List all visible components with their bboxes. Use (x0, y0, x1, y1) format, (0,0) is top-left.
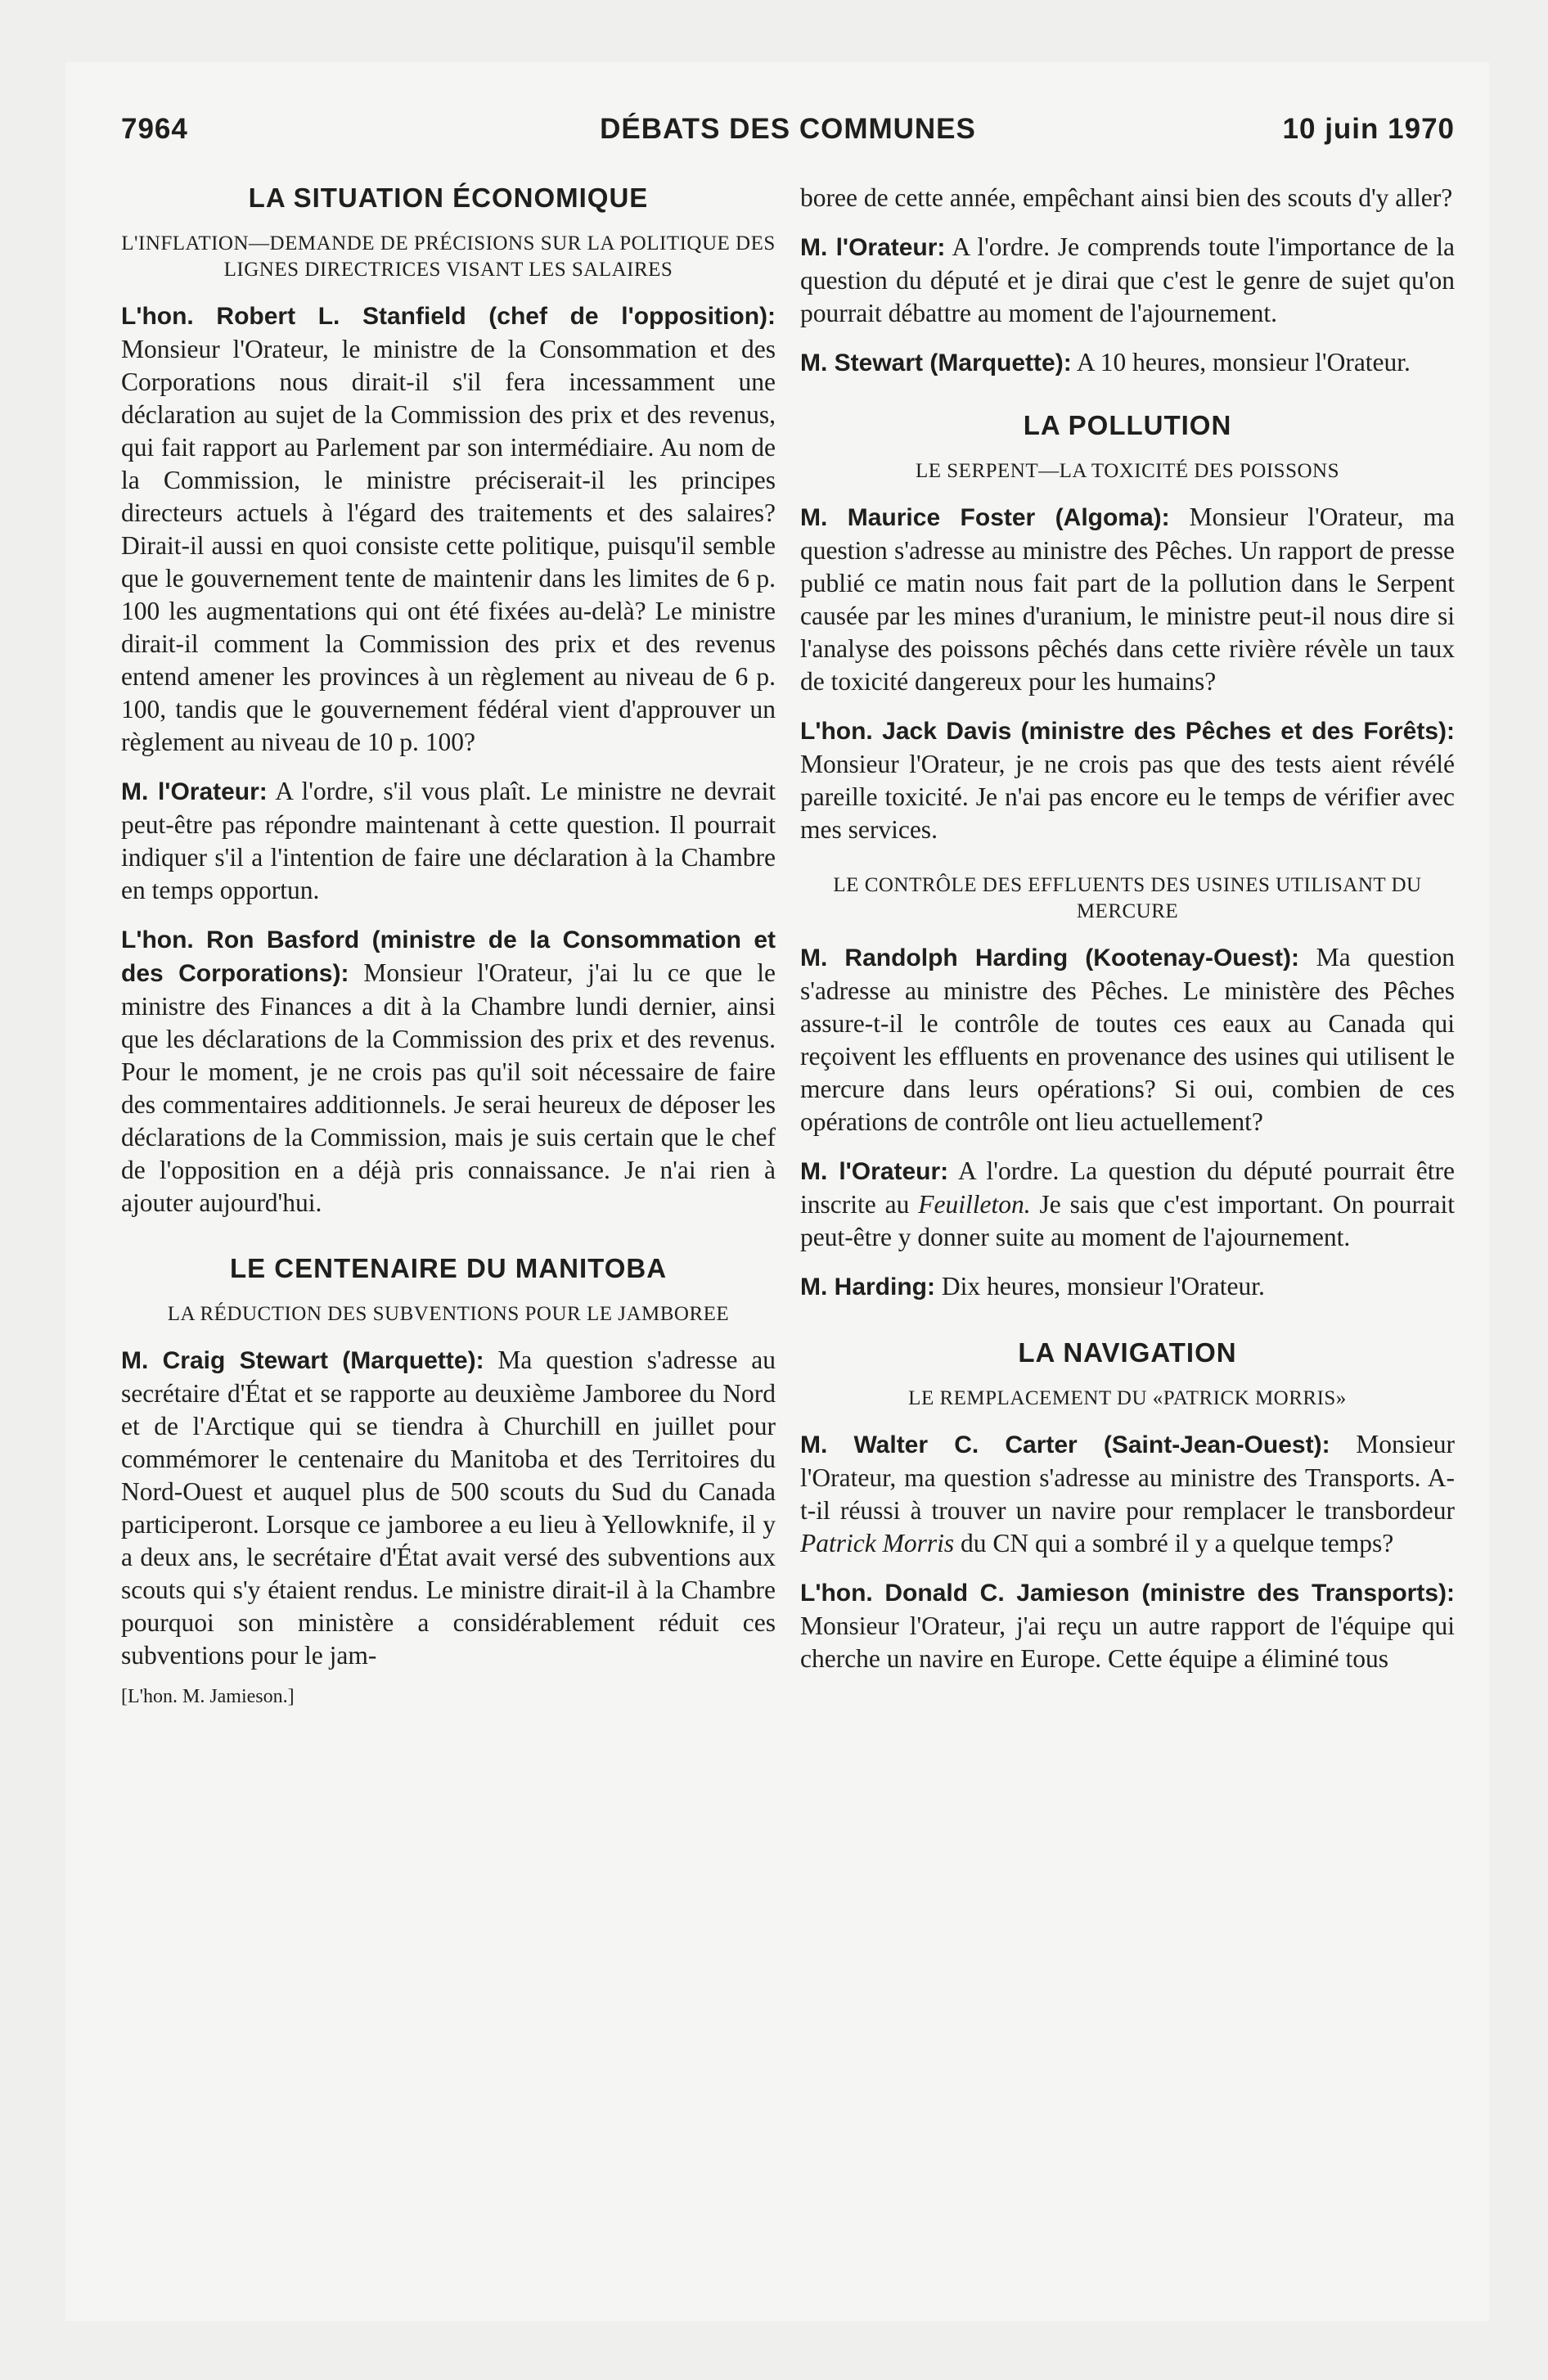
paragraph (800, 182, 1455, 214)
speaker: M. Stewart (Marquette): (800, 349, 1072, 376)
speech-text: du CN qui a sombré il y a quelque temps? (954, 1529, 1394, 1557)
section-subheading: L'INFLATION—DEMANDE DE PRÉCISIONS SUR LA POLITIQUE DES LIGNES DIRECTRICES VISANT LES SALAIRES (121, 232, 776, 281)
paragraph (800, 231, 1455, 330)
speech-text: A l'ordre. Je comprends toute l'importance de la question du député et je dirai que c'est le genre de sujet qu'on pourrait débattre au moment de l'ajournement. (800, 232, 1455, 327)
section-heading: LA SITUATION ÉCONOMIQUE (248, 183, 649, 213)
speaker: M. Harding: (800, 1273, 935, 1300)
section-heading: LA NAVIGATION (1018, 1337, 1237, 1368)
speech-text: Monsieur l'Orateur, le ministre de la Consommation et des Corporations nous dirait-il s'il fera incessamment une déclaration au sujet de la Commission des prix et des revenus, qui fait rapport au Parlement par son intermédiaire. Au nom de la Commission, le ministre préciserait-il les principes directeurs actuels à l'égard des traitements et des salaires? Dirait-il aussi en quoi consiste cette politique, puisqu'il semble que le gouvernement tente de maintenir dans les limites de 6 p. 100 les augmentations qui ont été fixées au-delà? Le ministre dirait-il comment la Commission des prix et des revenus entend amener les provinces à un règlement au niveau de 6 p. 100, tandis que le gouvernement fédéral vient d'approuver un règlement au niveau de 10 p. 100? (121, 335, 776, 756)
section-heading: LE CENTENAIRE DU MANITOBA (229, 1253, 668, 1283)
section-subheading: LE SERPENT—LA TOXICITÉ DES POISSONS (915, 460, 1339, 482)
speech-text: Dix heures, monsieur l'Orateur. (935, 1272, 1265, 1300)
speech-text: Monsieur l'Orateur, ma question s'adresse au ministre des Pêches. Un rapport de presse publié ce matin nous fait part de la pollution dans le Serpent causée par les mines d'uranium, le ministre peut-il nous dire si l'analyse des poissons pêchés dans cette rivière révèle un taux de toxicité dangereux pour les humains? (800, 503, 1455, 696)
section-subheading: LE REMPLACEMENT DU «PATRICK MORRIS» (908, 1387, 1347, 1409)
paragraph (121, 775, 776, 907)
paragraph (121, 300, 776, 759)
page-date: 10 juin 1970 (1282, 113, 1455, 145)
speaker: M. l'Orateur: (800, 234, 946, 261)
paragraph (800, 1428, 1455, 1560)
speech-text: boree de cette année, empêchant ainsi bien des scouts d'y aller? (800, 183, 1453, 212)
speech-text: Monsieur l'Orateur, j'ai reçu un autre rapport de l'équipe qui cherche un navire en Europe. Cette équipe a éliminé tous (800, 1611, 1455, 1673)
section-subheading: LE CONTRÔLE DES EFFLUENTS DES USINES UTILISANT DU MERCURE (833, 874, 1422, 922)
paragraph (800, 501, 1455, 698)
paragraph (800, 1155, 1455, 1254)
speech-text: Monsieur l'Orateur, je ne crois pas que des tests aient révélé pareille toxicité. Je n'ai pas encore eu le temps de vérifier avec mes services. (800, 750, 1455, 844)
paragraph (121, 923, 776, 1219)
speaker: L'hon. Donald C. Jamieson (ministre des Transports): (800, 1580, 1455, 1607)
publication-title: DÉBATS DES COMMUNES (600, 113, 976, 145)
italic-ship-name: Patrick Morris (800, 1529, 955, 1557)
speaker: L'hon. Jack Davis (ministre des Pêches et des Forêts): (800, 718, 1455, 745)
speech-text: A 10 heures, monsieur l'Orateur. (1071, 348, 1411, 376)
speaker: M. Walter C. Carter (Saint-Jean-Ouest): (800, 1431, 1330, 1458)
left-column (121, 182, 776, 1710)
speech-text: A l'ordre. La question du député pourrait être inscrite au (800, 1156, 1455, 1219)
speech-text: Ma question s'adresse au secrétaire d'État et se rapporte au deuxième Jamboree du Nord et de l'Arctique qui se tiendra à Churchill en juillet pour commémorer le centenaire du Manitoba et des Territoires du Nord-Ouest et auquel plus de 500 scouts du Sud du Canada participeront. Lorsque ce jamboree a eu lieu à Yellowknife, il y a deux ans, le secrétaire d'État avait versé des subventions aux scouts qui s'y étaient rendus. Le ministre dirait-il à la Chambre pourquoi son ministère a considérablement réduit ces subventions pour le jam- (121, 1346, 776, 1670)
speaker: L'hon. Ron Basford (ministre de la Consommation et des Corporations): (121, 926, 776, 987)
speech-text: A l'ordre, s'il vous plaît. Le ministre ne devrait peut-être pas répondre maintenant à cette question. Il pourrait indiquer s'il a l'intention de faire une déclaration à la Chambre en temps opportun. (121, 777, 776, 904)
speaker: M. Craig Stewart (Marquette): (121, 1347, 484, 1374)
section-subheading: LA RÉDUCTION DES SUBVENTIONS POUR LE JAMBOREE (167, 1303, 730, 1325)
speech-text: Monsieur l'Orateur, j'ai lu ce que le ministre des Finances a dit à la Chambre lundi dernier, ainsi que les déclarations de la Commission des prix et des revenus. Pour le moment, je ne crois pas qu'il soit nécessaire de faire des commentaires additionnels. Je serai heureux de déposer les déclarations de la Commission, mais je suis certain que le chef de l'opposition en a déjà pris connaissance. Je n'ai rien à ajouter aujourd'hui. (121, 958, 776, 1217)
paragraph (800, 1270, 1455, 1304)
page-footer-note: [L'hon. M. Jamieson.] (121, 1686, 295, 1707)
paragraph (800, 1576, 1455, 1675)
speaker: L'hon. Robert L. Stanfield (chef de l'opposition): (121, 303, 776, 330)
right-column (800, 182, 1455, 1675)
paragraph (800, 941, 1455, 1138)
speaker: M. Randolph Harding (Kootenay-Ouest): (800, 944, 1299, 971)
speech-text: Je sais que c'est important. On pourrait peut-être y donner suite au moment de l'ajournement. (800, 1190, 1455, 1251)
paragraph (121, 1344, 776, 1672)
speaker: M. l'Orateur: (800, 1158, 949, 1185)
section-heading: LA POLLUTION (1023, 410, 1232, 440)
speech-text: Ma question s'adresse au ministre des Pêches. Le ministère des Pêches assure-t-il le contrôle de toutes ces eaux au Canada qui reçoivent les effluents en provenance des usines qui utilisent le mercure dans leurs opérations? Si oui, combien de ces opérations de contrôle ont lieu actuellement? (800, 943, 1456, 1136)
paragraph (800, 346, 1455, 380)
page-number: 7964 (121, 113, 188, 145)
paragraph (800, 714, 1455, 846)
speech-text: Monsieur l'Orateur, ma question s'adresse au ministre des Transports. A-t-il réussi à trouver un navire pour remplacer le transbordeur (800, 1430, 1455, 1525)
speaker: M. Maurice Foster (Algoma): (800, 504, 1170, 531)
italic-title: Feuilleton. (918, 1190, 1031, 1219)
speaker: M. l'Orateur: (121, 778, 268, 805)
page-header (121, 113, 1455, 159)
